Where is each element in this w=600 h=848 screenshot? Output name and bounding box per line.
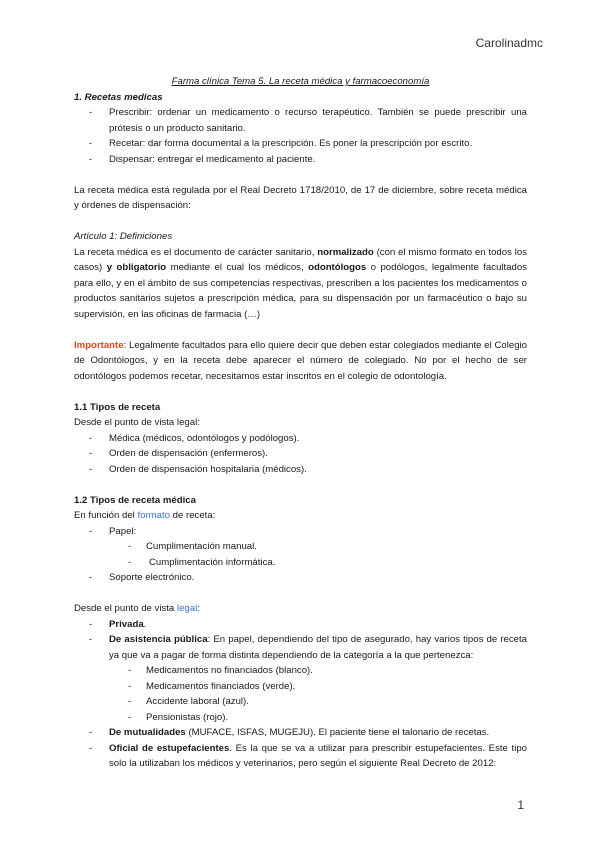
list-item: - Accidente laboral (azul). (74, 694, 527, 710)
section-heading-tipos-receta-medica: 1.2 Tipos de receta médica (74, 494, 196, 506)
asistencia-sublist (74, 663, 527, 725)
papel-sublist (74, 539, 527, 570)
list-item: - Orden de dispensación (enfermeros). (74, 446, 527, 462)
list-item: - Soporte electrónico. (74, 570, 527, 586)
receta-types-list (74, 431, 527, 478)
list-item: - Medicamentos financiados (verde). (74, 679, 527, 695)
regulation-paragraph: La receta médica está regulada por el Real Decreto 1718/2010, de 17 de diciembre, sobre receta médica y órdenes de dispensación: (74, 184, 527, 211)
section-heading-recetas: 1. Recetas medicas (74, 91, 163, 103)
list-item: - Papel: (74, 524, 527, 540)
document-title: Farma clínica Tema 5. La receta médica y farmacoeconomía (171, 76, 430, 87)
list-item: - Prescribir: ordenar un medicamento o recurso terapéutico. También se puede prescribir una prótesis o un producto sanitario. (74, 105, 527, 136)
list-item: - De mutualidades (MUFACE, ISFAS, MUGEJU). El paciente tiene el talonario de recetas. (74, 725, 527, 741)
list-item: - Privada. (74, 617, 527, 633)
list-item: - De asistencia pública: En papel, dependiendo del tipo de asegurado, hay varios tipos de receta ya que va a pagar de forma distinta dependiendo de la categoría a la que pertenezca: (74, 632, 527, 663)
format-list (74, 524, 527, 540)
author-header: Carolinadmc (475, 36, 543, 50)
format-intro: En función del formato de receta: (74, 510, 216, 521)
legal-intro: Desde el punto de vista legal: (74, 417, 200, 428)
page-number: 1 (517, 798, 524, 812)
legal-types-list-2 (74, 725, 527, 772)
list-item: - Dispensar: entregar el medicamento al paciente. (74, 152, 527, 168)
section-heading-tipos-receta: 1.1 Tipos de receta (74, 401, 161, 413)
format-list-2 (74, 570, 527, 586)
list-item: - Cumplimentación informática. (74, 555, 527, 571)
list-item: - Pensionistas (rojo). (74, 710, 527, 726)
list-item: - Orden de dispensación hospitalaria (médicos). (74, 462, 527, 478)
important-note: Importante: Legalmente facultados para ello quiere decir que deben estar colegiados mediante el Colegio de Odontólogos, y en la receta debe aparecer el número de colegiado. No por el hecho de ser odontólogos podemos recetar, necesitamos estar inscritos en el colegio de odontología. (74, 339, 527, 382)
important-label: Importante (74, 339, 124, 351)
list-item: - Médica (médicos, odontólogos y podólogos). (74, 431, 527, 447)
legal-types-list (74, 617, 527, 664)
list-item: - Recetar: dar forma documental a la prescripción. Es poner la prescripción por escrito. (74, 136, 527, 152)
list-item: - Cumplimentación manual. (74, 539, 527, 555)
article-paragraph: La receta médica es el documento de carácter sanitario, normalizado (con el mismo formato en todos los casos) y obligatorio mediante el cual los médicos, odontólogos o podólogos, legalmente facultados para ello, y en el ámbito de sus competencias respectivas, prescriben a los pacientes los medicamentos o productos sanitarios sujetos a prescripción médica, para su dispensación por un farmacéutico o bajo su supervisión, en las oficinas de farmacia (…) (74, 246, 528, 320)
legal-view-intro: Desde el punto de vista legal: (74, 603, 200, 614)
list-item: - Medicamentos no financiados (blanco). (74, 663, 527, 679)
list-item: - Oficial de estupefacientes. Es la que se va a utilizar para prescribir estupefacientes. Este tipo solo la utilizaban los médicos y veterinarios, pero según el siguiente Real Decreto de 2012: (74, 741, 527, 772)
page-content (74, 74, 527, 772)
article-heading: Artículo 1: Definiciones (74, 231, 173, 242)
definitions-list (74, 105, 527, 167)
